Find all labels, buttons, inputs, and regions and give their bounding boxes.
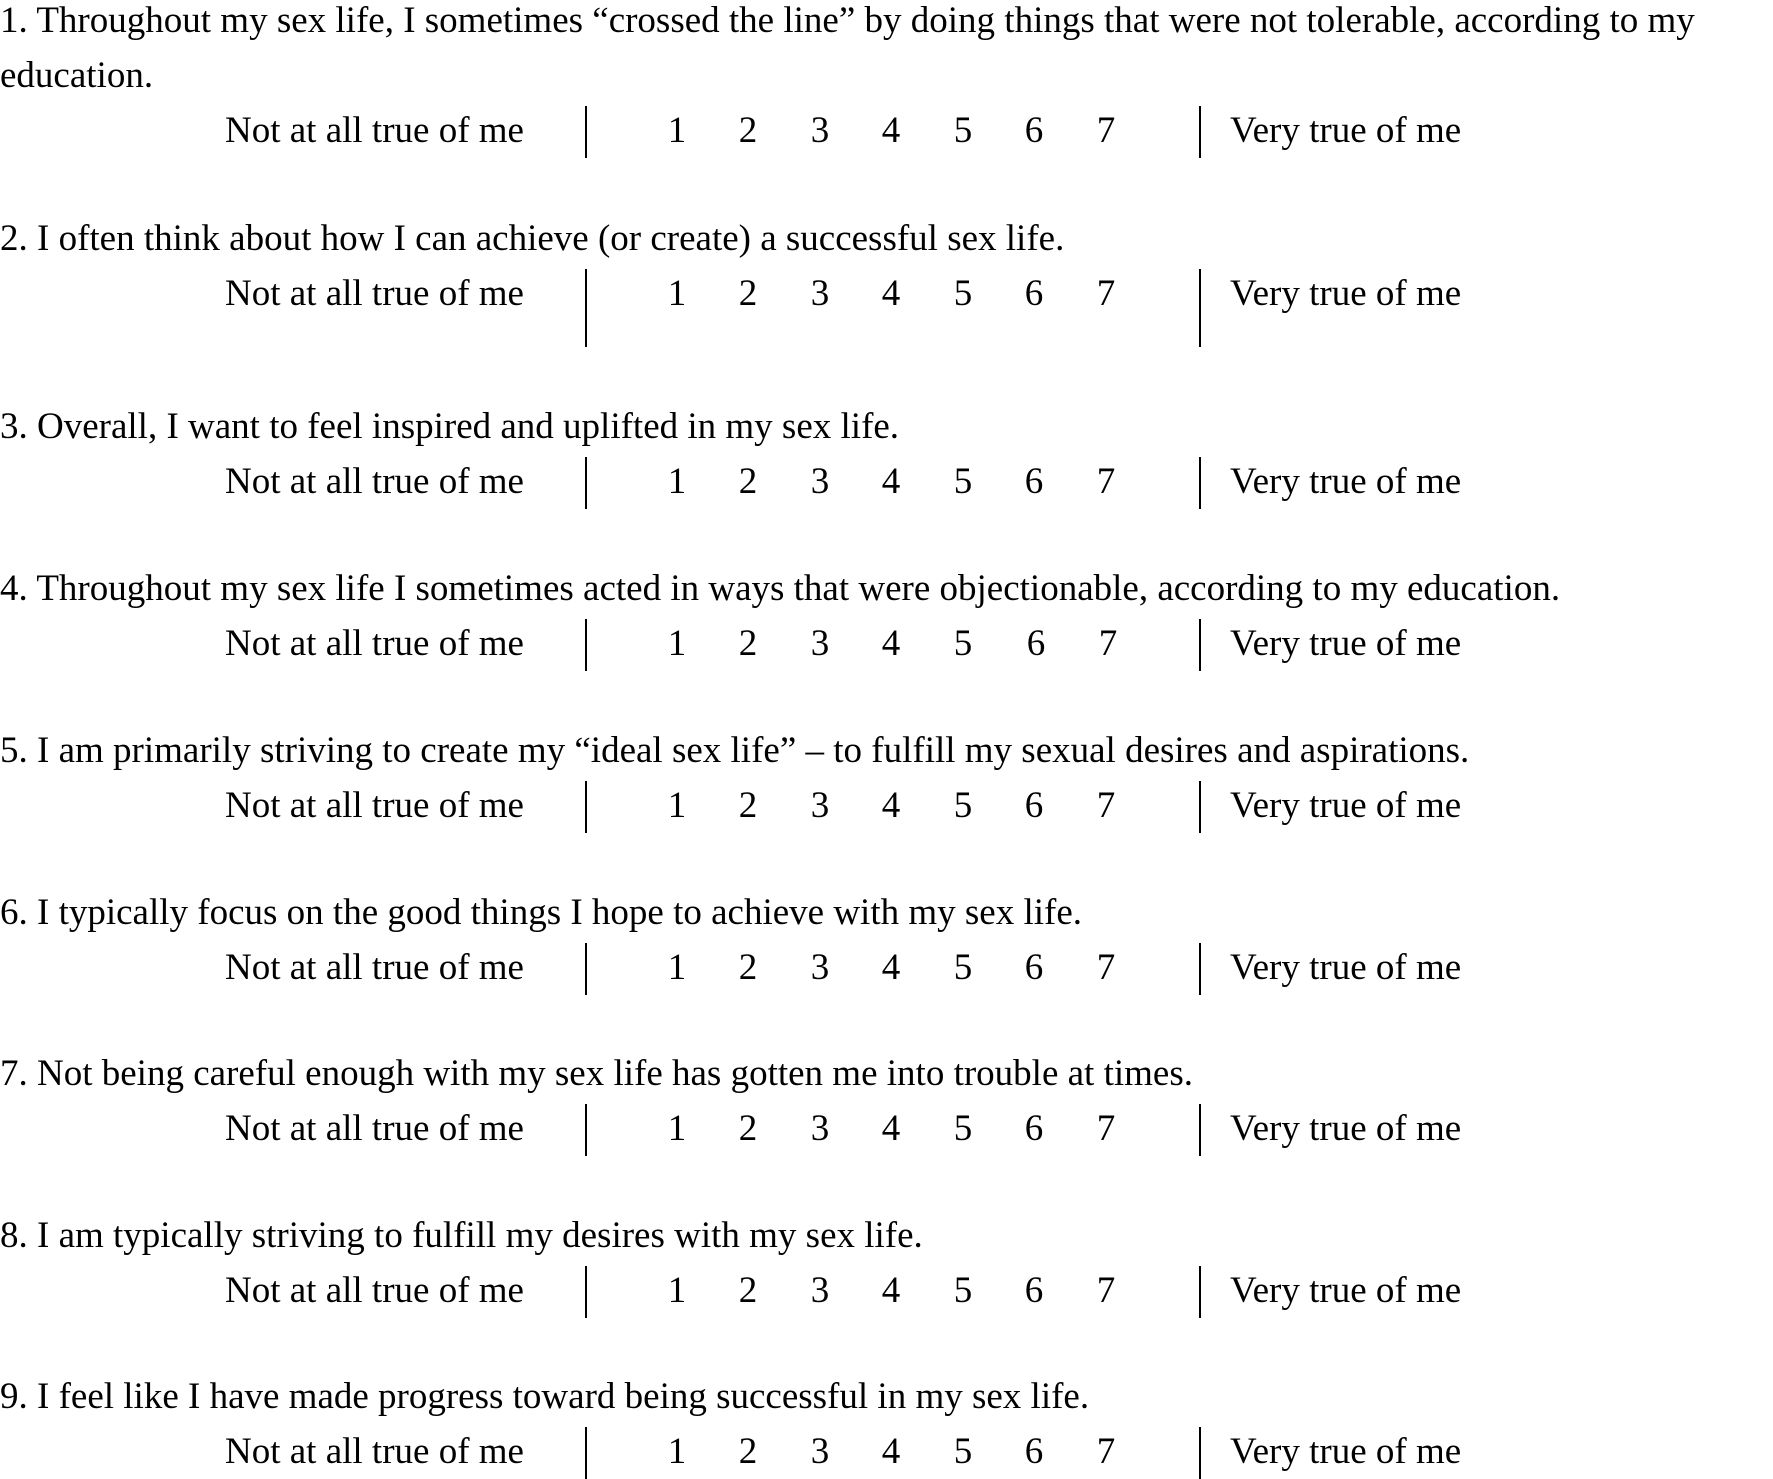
scale-option-1[interactable]: 1	[667, 623, 687, 664]
scale-low-label: Not at all true of me	[225, 785, 524, 826]
scale-option-3[interactable]: 3	[810, 1108, 830, 1149]
scale-option-2[interactable]: 2	[738, 947, 758, 988]
scale-left-divider	[585, 1266, 587, 1318]
scale-high-label: Very true of me	[1230, 1270, 1462, 1311]
scale-option-3[interactable]: 3	[810, 623, 830, 664]
scale-option-1[interactable]: 1	[667, 1108, 687, 1149]
scale-option-6[interactable]: 6	[1024, 1270, 1044, 1311]
scale-option-6[interactable]: 6	[1024, 461, 1044, 502]
scale-option-5[interactable]: 5	[953, 1431, 973, 1472]
scale-option-2[interactable]: 2	[738, 461, 758, 502]
scale-right-divider	[1199, 1427, 1201, 1479]
scale-option-4[interactable]: 4	[881, 1431, 901, 1472]
scale-option-7[interactable]: 7	[1096, 273, 1116, 314]
scale-low-label: Not at all true of me	[225, 623, 524, 664]
scale-left-divider	[585, 781, 587, 833]
scale-option-7[interactable]: 7	[1096, 785, 1116, 826]
scale-option-5[interactable]: 5	[953, 785, 973, 826]
likert-scale	[0, 616, 1773, 671]
scale-option-4[interactable]: 4	[881, 273, 901, 314]
scale-option-2[interactable]: 2	[738, 785, 758, 826]
scale-option-1[interactable]: 1	[667, 947, 687, 988]
scale-left-divider	[585, 1104, 587, 1156]
scale-right-divider	[1199, 619, 1201, 671]
scale-low-label: Not at all true of me	[225, 273, 524, 314]
scale-option-5[interactable]: 5	[953, 110, 973, 151]
scale-option-6[interactable]: 6	[1024, 947, 1044, 988]
likert-scale	[0, 1263, 1773, 1318]
question-item-4	[0, 561, 1773, 671]
scale-option-3[interactable]: 3	[810, 110, 830, 151]
question-text: 3. Overall, I want to feel inspired and uplifted in my sex life.	[0, 406, 900, 447]
scale-option-5[interactable]: 5	[953, 623, 973, 664]
question-text: 7. Not being careful enough with my sex life has gotten me into trouble at times.	[0, 1053, 1193, 1094]
scale-option-4[interactable]: 4	[881, 461, 901, 502]
likert-scale	[0, 778, 1773, 833]
scale-low-label: Not at all true of me	[225, 461, 524, 502]
scale-option-2[interactable]: 2	[738, 1431, 758, 1472]
scale-left-divider	[585, 269, 587, 347]
scale-option-7[interactable]: 7	[1096, 110, 1116, 151]
scale-option-2[interactable]: 2	[738, 273, 758, 314]
scale-right-divider	[1199, 1104, 1201, 1156]
scale-option-6[interactable]: 6	[1024, 110, 1044, 151]
scale-option-7[interactable]: 7	[1096, 1270, 1116, 1311]
question-item-7	[0, 1046, 1773, 1156]
scale-right-divider	[1199, 1266, 1201, 1318]
scale-low-label: Not at all true of me	[225, 110, 524, 151]
scale-option-3[interactable]: 3	[810, 273, 830, 314]
scale-option-6[interactable]: 6	[1026, 623, 1046, 664]
scale-option-1[interactable]: 1	[667, 785, 687, 826]
question-text: 8. I am typically striving to fulfill my desires with my sex life.	[0, 1215, 923, 1256]
scale-option-2[interactable]: 2	[738, 1270, 758, 1311]
scale-option-6[interactable]: 6	[1024, 785, 1044, 826]
scale-low-label: Not at all true of me	[225, 1108, 524, 1149]
scale-option-6[interactable]: 6	[1024, 1108, 1044, 1149]
likert-scale	[0, 1424, 1773, 1479]
scale-right-divider	[1199, 457, 1201, 509]
scale-right-divider	[1199, 943, 1201, 995]
scale-high-label: Very true of me	[1230, 785, 1462, 826]
scale-low-label: Not at all true of me	[225, 1431, 524, 1472]
scale-option-4[interactable]: 4	[881, 785, 901, 826]
question-item-5	[0, 723, 1773, 833]
scale-option-5[interactable]: 5	[953, 1270, 973, 1311]
scale-low-label: Not at all true of me	[225, 947, 524, 988]
likert-scale	[0, 454, 1773, 509]
question-item-6	[0, 885, 1773, 995]
scale-option-6[interactable]: 6	[1024, 1431, 1044, 1472]
scale-right-divider	[1199, 269, 1201, 347]
question-item-2	[0, 211, 1773, 321]
scale-option-2[interactable]: 2	[738, 1108, 758, 1149]
scale-option-7[interactable]: 7	[1096, 461, 1116, 502]
likert-scale	[0, 940, 1773, 995]
scale-left-divider	[585, 457, 587, 509]
scale-high-label: Very true of me	[1230, 110, 1462, 151]
scale-option-1[interactable]: 1	[667, 1270, 687, 1311]
scale-left-divider	[585, 1427, 587, 1479]
scale-option-1[interactable]: 1	[667, 1431, 687, 1472]
likert-scale	[0, 103, 1773, 158]
scale-option-3[interactable]: 3	[810, 1270, 830, 1311]
scale-option-4[interactable]: 4	[881, 623, 901, 664]
question-text: 2. I often think about how I can achieve (or create) a successful sex life.	[0, 218, 1065, 259]
scale-option-5[interactable]: 5	[953, 1108, 973, 1149]
scale-option-4[interactable]: 4	[881, 110, 901, 151]
likert-scale	[0, 1101, 1773, 1156]
scale-high-label: Very true of me	[1230, 947, 1462, 988]
scale-option-3[interactable]: 3	[810, 785, 830, 826]
scale-option-1[interactable]: 1	[667, 110, 687, 151]
question-text: 6. I typically focus on the good things I hope to achieve with my sex life.	[0, 892, 1083, 933]
scale-option-7[interactable]: 7	[1098, 623, 1118, 664]
scale-left-divider	[585, 943, 587, 995]
scale-option-2[interactable]: 2	[738, 110, 758, 151]
scale-option-3[interactable]: 3	[810, 1431, 830, 1472]
scale-right-divider	[1199, 781, 1201, 833]
scale-option-4[interactable]: 4	[881, 1270, 901, 1311]
scale-option-7[interactable]: 7	[1096, 1108, 1116, 1149]
scale-option-4[interactable]: 4	[881, 947, 901, 988]
question-item-3	[0, 399, 1773, 509]
scale-option-4[interactable]: 4	[881, 1108, 901, 1149]
question-item-8	[0, 1208, 1773, 1318]
scale-high-label: Very true of me	[1230, 1108, 1462, 1149]
question-item-9	[0, 1369, 1773, 1479]
likert-scale	[0, 266, 1773, 321]
question-text: 9. I feel like I have made progress toward being successful in my sex life.	[0, 1376, 1090, 1417]
scale-option-5[interactable]: 5	[953, 947, 973, 988]
scale-high-label: Very true of me	[1230, 1431, 1462, 1472]
scale-low-label: Not at all true of me	[225, 1270, 524, 1311]
scale-right-divider	[1199, 106, 1201, 158]
scale-high-label: Very true of me	[1230, 623, 1462, 664]
question-text: 5. I am primarily striving to create my “ideal sex life” – to fulfill my sexual desires and aspirations.	[0, 730, 1470, 771]
scale-option-5[interactable]: 5	[953, 461, 973, 502]
scale-high-label: Very true of me	[1230, 273, 1462, 314]
scale-option-3[interactable]: 3	[810, 947, 830, 988]
scale-option-1[interactable]: 1	[667, 461, 687, 502]
scale-high-label: Very true of me	[1230, 461, 1462, 502]
scale-option-6[interactable]: 6	[1024, 273, 1044, 314]
scale-option-5[interactable]: 5	[953, 273, 973, 314]
question-item-1	[0, 0, 1773, 158]
scale-left-divider	[585, 106, 587, 158]
scale-option-1[interactable]: 1	[667, 273, 687, 314]
scale-option-7[interactable]: 7	[1096, 947, 1116, 988]
scale-left-divider	[585, 619, 587, 671]
question-text: 1. Throughout my sex life, I sometimes “crossed the line” by doing things that were not tolerable, according to my education.	[0, 0, 1695, 96]
question-text: 4. Throughout my sex life I sometimes acted in ways that were objectionable, according to my education.	[0, 568, 1561, 609]
scale-option-2[interactable]: 2	[738, 623, 758, 664]
scale-option-3[interactable]: 3	[810, 461, 830, 502]
scale-option-7[interactable]: 7	[1096, 1431, 1116, 1472]
